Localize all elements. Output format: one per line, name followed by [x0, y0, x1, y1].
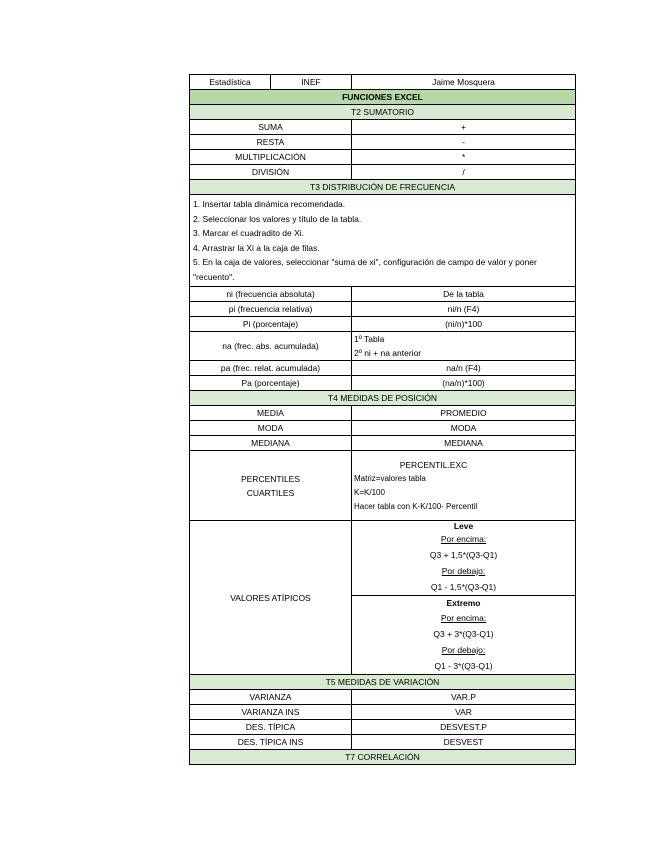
row-value: (na/n)*100): [352, 376, 576, 391]
row-value: De la tabla: [352, 287, 576, 302]
t3-heading: T3 DISTRIBUCIÓN DE FRECUENCIA: [190, 180, 576, 195]
header-subject: Estadística: [190, 75, 271, 90]
outliers-detail: [352, 521, 576, 675]
percentile-line: Matriz=valores tabla: [354, 473, 426, 483]
percentile-function: PERCENTIL.EXC: [399, 459, 468, 470]
t5-heading: T5 MEDIDAS DE VARIACIÓN: [190, 675, 576, 690]
row-value: MEDIANA: [352, 436, 576, 451]
table-row: [190, 332, 576, 361]
mild-above-formula: Q3 + 1,5*(Q3-Q1): [429, 550, 498, 560]
step-item: 1. Insertar tabla dinámica recomendada.: [193, 199, 346, 209]
row-label: ni (frecuencia absoluta): [190, 287, 352, 302]
row-label: pa (frec. relat. acumulada): [190, 361, 352, 376]
row-label: MULTIPLICACIÓN: [190, 150, 352, 165]
extreme-heading: Extremo: [446, 598, 481, 608]
table-row: [190, 436, 576, 451]
row-label: VALORES ATÍPICOS: [190, 521, 352, 675]
percentile-line: Hacer tabla con K-K/100- Percentil: [354, 501, 478, 511]
table-row: [190, 376, 576, 391]
row-label: MODA: [190, 421, 352, 436]
t7-heading: T7 CORRELACIÓN: [190, 750, 576, 765]
row-value: PROMEDIO: [352, 406, 576, 421]
row-label: Pi (porcentaje): [190, 317, 352, 332]
row-value: DESVEST.P: [352, 720, 576, 735]
row-value: *: [352, 150, 576, 165]
extreme-above-label: Por encima:: [440, 613, 487, 623]
row-value: ni/n (F4): [352, 302, 576, 317]
sheet-title: FUNCIONES EXCEL: [190, 90, 576, 105]
row-value: +: [352, 120, 576, 135]
row-label: pi (frecuencia relativa): [190, 302, 352, 317]
row-label: na (frec. abs. acumulada): [190, 332, 352, 361]
t3-steps: [190, 195, 576, 287]
table-row: [190, 302, 576, 317]
table-row: [190, 406, 576, 421]
row-label: DIVISIÓN: [190, 165, 352, 180]
row-label: [190, 451, 352, 521]
step-item: 2. Seleccionar los valores y título de la tabla.: [193, 213, 362, 224]
table-row: [190, 720, 576, 735]
percentiles-row: [190, 451, 576, 521]
extreme-below-formula: Q1 - 3*(Q3-Q1): [434, 661, 493, 671]
row-value: /: [352, 165, 576, 180]
mild-below-formula: Q1 - 1,5*(Q3-Q1): [430, 582, 497, 592]
row-value: [352, 332, 576, 361]
row-label: MEDIA: [190, 406, 352, 421]
table-row: [190, 361, 576, 376]
t4-heading: T4 MEDIDAS DE POSICIÓN: [190, 391, 576, 406]
row-value: (ni/n)*100: [352, 317, 576, 332]
table-row: [190, 135, 576, 150]
table-row: [190, 735, 576, 750]
row-value: VAR.P: [352, 690, 576, 705]
row-label: DES. TÍPICA INS: [190, 735, 352, 750]
row-value: DESVEST: [352, 735, 576, 750]
table-row: [190, 287, 576, 302]
row-label: MEDIANA: [190, 436, 352, 451]
row-value: [352, 451, 576, 521]
row-label: VARIANZA: [190, 690, 352, 705]
mild-below-label: Por debajo:: [441, 566, 486, 576]
header-institution: INEF: [271, 75, 352, 90]
step-item: 3. Marcar el cuadradito de Xi.: [193, 228, 305, 238]
step-item: 4. Arrastrar la Xi a la caja de filas.: [193, 242, 320, 253]
na-line2: 2º ni + na anterior: [354, 348, 422, 358]
row-label: SUMA: [190, 120, 352, 135]
row-value: MODA: [352, 421, 576, 436]
row-label: DES. TÍPICA: [190, 720, 352, 735]
table-row: [190, 165, 576, 180]
excel-functions-sheet: [189, 74, 576, 765]
t3-steps-row: [190, 195, 576, 287]
row-value: VAR: [352, 705, 576, 720]
table-row: [190, 690, 576, 705]
row-label: RESTA: [190, 135, 352, 150]
table-row: [190, 317, 576, 332]
table-row: [190, 421, 576, 436]
extreme-below-label: Por debajo:: [441, 645, 486, 655]
table-row: [190, 120, 576, 135]
quartiles-label: CUARTILES: [246, 487, 295, 498]
step-item: 5. En la caja de valores, seleccionar "suma de xi", configuración de campo de valor y poner "recuento".: [193, 257, 537, 282]
header-row: [190, 75, 576, 90]
row-value: na/n (F4): [352, 361, 576, 376]
header-author: Jaime Mosquera: [352, 75, 576, 90]
table-row: [190, 705, 576, 720]
row-label: VARIANZA INS: [190, 705, 352, 720]
extreme-above-formula: Q3 + 3*(Q3-Q1): [433, 629, 494, 639]
na-line1: 1º Tabla: [354, 334, 385, 344]
row-value: -: [352, 135, 576, 150]
percentile-line: K=K/100: [354, 487, 385, 497]
row-label: Pa (porcentaje): [190, 376, 352, 391]
outliers-row: [190, 521, 576, 675]
mild-heading: Leve: [453, 521, 474, 531]
percentiles-label: PERCENTILES: [240, 473, 301, 484]
t2-heading: T2 SUMATORIO: [190, 105, 576, 120]
table-row: [190, 150, 576, 165]
mild-above-label: Por encima:: [440, 534, 487, 544]
